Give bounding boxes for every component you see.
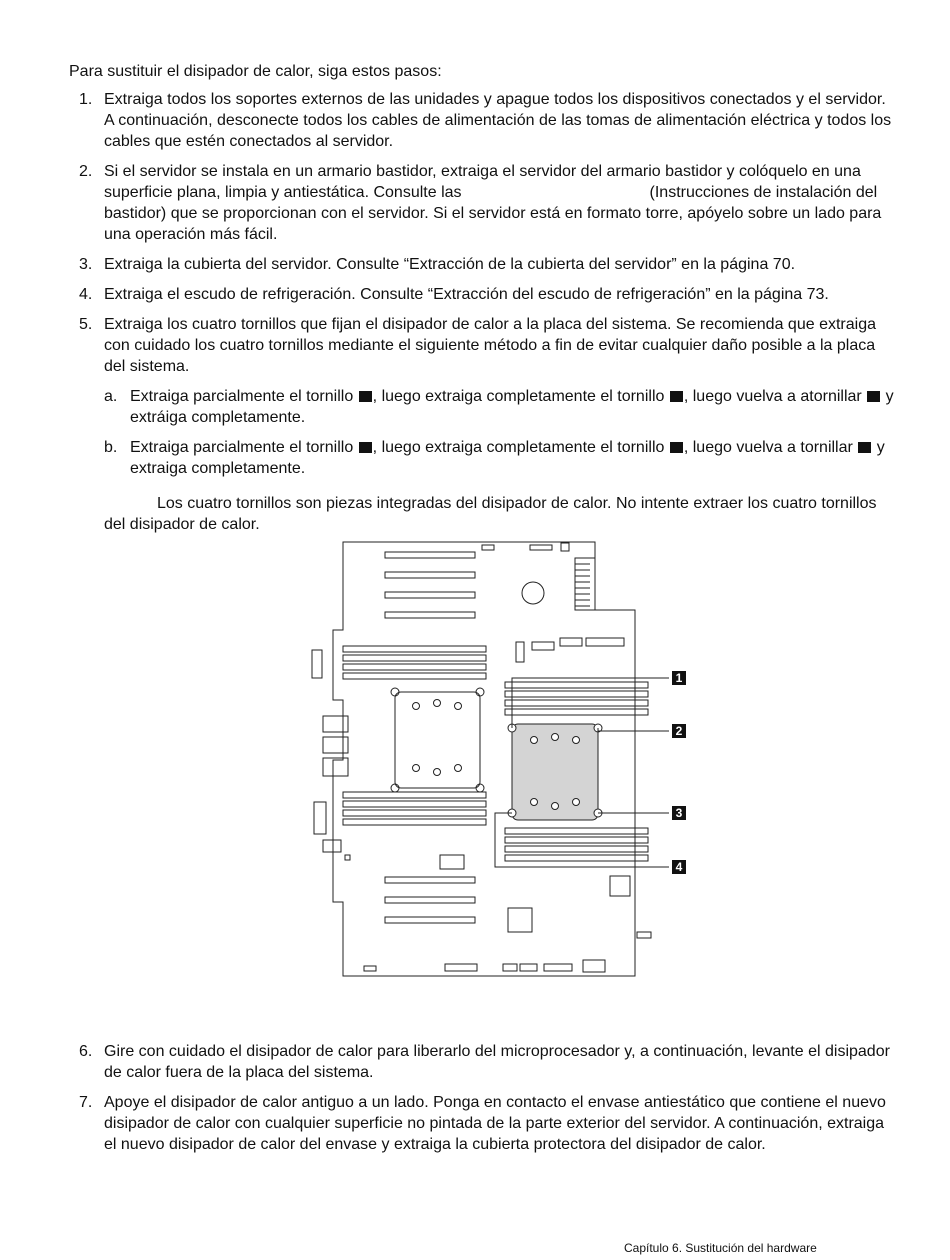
dimm-slot	[343, 673, 486, 679]
step-1	[69, 89, 899, 152]
component	[440, 855, 464, 869]
step-7	[69, 1092, 899, 1155]
dimm-slot	[505, 846, 648, 852]
heatsink-screw	[552, 803, 559, 810]
step-number: 1.	[79, 91, 93, 108]
step-4	[69, 284, 899, 305]
connector	[544, 964, 572, 971]
heatsink-screw	[573, 737, 580, 744]
pcie-slot	[385, 612, 475, 618]
connector	[520, 964, 537, 971]
heatsink-screw	[413, 703, 420, 710]
dimm-slot	[343, 655, 486, 661]
heatsink-screw	[552, 734, 559, 741]
dimm-slot	[343, 792, 486, 798]
step-text: Apoye el disipador de calor antiguo a un lado. Ponga en contacto el envase antiestático que contiene el nuevo disipador de calor con cualquier superficie no pintada de la parte exterior del servidor. A continuación, extraiga el nuevo disipador de calor del envase y extraiga la cubierta protectora del disipador de calor.	[104, 1094, 886, 1153]
callout-label-4: 4	[675, 860, 683, 874]
substep-text: , luego vuelva a atornillar	[683, 388, 862, 405]
connector	[503, 964, 517, 971]
pcie-slot	[385, 552, 475, 558]
pcie-slot	[385, 572, 475, 578]
power-connector	[575, 558, 595, 610]
callout-square-icon	[670, 442, 683, 453]
footer-title: Sustitución del hardware	[685, 1241, 817, 1255]
heatsink-screw	[434, 700, 441, 707]
connector	[445, 964, 477, 971]
page-footer	[624, 1241, 817, 1256]
callout-square-icon	[670, 391, 683, 402]
substep-text: y extráiga completamente.	[130, 388, 894, 426]
substep-text: Extraiga parcialmente el tornillo	[130, 388, 354, 405]
dimm-slot	[343, 646, 486, 652]
callout-square-icon	[359, 391, 372, 402]
step-number: 7.	[79, 1094, 93, 1111]
substep-text: , luego vuelva a tornillar	[683, 439, 853, 456]
battery	[522, 582, 544, 604]
connector	[586, 638, 624, 646]
note	[104, 493, 899, 535]
connector	[516, 642, 524, 662]
substep-number: a.	[104, 388, 118, 405]
heatsink-screw	[531, 799, 538, 806]
step-text: Gire con cuidado el disipador de calor para liberarlo del microprocesador y, a continuación, levante el disipador de calor fuera de la placa del sistema.	[104, 1043, 890, 1081]
chip	[508, 908, 532, 932]
substep-number: b.	[104, 439, 118, 456]
dimm-slot	[505, 828, 648, 834]
substep-b	[104, 437, 899, 479]
step-3	[69, 254, 899, 275]
footer-dot: .	[678, 1241, 686, 1255]
step-number: 3.	[79, 256, 93, 273]
dimm-slot	[343, 810, 486, 816]
connector	[560, 638, 582, 646]
callout-label-1: 1	[675, 671, 683, 685]
connector	[583, 960, 605, 972]
footer-chapter: Capítulo 6	[624, 1241, 679, 1255]
steps-list	[69, 89, 899, 544]
step-text: Extraiga la cubierta del servidor. Consulte “Extracción de la cubierta del servidor” en la página 70.	[104, 256, 796, 273]
dimm-slot	[505, 837, 648, 843]
heatsink-screw	[434, 769, 441, 776]
heatsink-screw	[413, 765, 420, 772]
dimm-slot	[343, 664, 486, 670]
callout-leader-2	[598, 728, 669, 731]
substep-a	[104, 386, 899, 428]
step-6	[69, 1041, 899, 1083]
screw	[391, 688, 399, 696]
step-text: Si el servidor se instala en un armario bastidor, extraiga el servidor del armario bastidor y colóquelo en una superficie plana, limpia y antiestática. Consulte las	[104, 163, 861, 201]
rear-port	[312, 650, 322, 678]
pcie-slot	[385, 877, 475, 883]
callout-leader-1	[512, 678, 669, 728]
dimm-slot	[505, 709, 648, 715]
dimm-slot	[505, 682, 648, 688]
connector	[345, 855, 350, 860]
step-number: 6.	[79, 1043, 93, 1060]
pcie-slot	[385, 897, 475, 903]
dimm-slot	[343, 819, 486, 825]
callout-square-icon	[867, 391, 880, 402]
step-2	[69, 161, 899, 245]
component	[610, 876, 630, 896]
callout-square-icon	[858, 442, 871, 453]
screw	[391, 784, 399, 792]
steps-list-continued	[69, 1041, 899, 1164]
dimm-slot	[505, 691, 648, 697]
connector	[561, 543, 569, 551]
pcie-slot	[385, 592, 475, 598]
step-5	[69, 314, 899, 535]
step-text: Extraiga el escudo de refrigeración. Consulte “Extracción del escudo de refrigeración” en la página 73.	[104, 286, 829, 303]
heatsink-screw	[531, 737, 538, 744]
step-text-cont: (Instrucciones de instalación del bastidor) que se proporcionan con el servidor. Si el servidor está en formato torre, apóyelo sobre un lado para una operación más fácil.	[104, 184, 882, 243]
callout-label-3: 3	[675, 806, 683, 820]
connector	[482, 545, 494, 550]
rear-port	[323, 840, 341, 852]
step-number: 5.	[79, 316, 93, 333]
note-text: Los cuatro tornillos son piezas integradas del disipador de calor. No intente extraer los cuatro tornillos del disipador de calor.	[104, 495, 877, 533]
callout-label-2: 2	[675, 724, 683, 738]
step-text: Extraiga los cuatro tornillos que fijan el disipador de calor a la placa del sistema. Se recomienda que extraiga con cuidado los cuatro tornillos mediante el siguiente método a fin de evitar cualquier daño posible a la placa del sistema.	[104, 316, 876, 375]
callout-leader-4	[495, 813, 669, 867]
heatsink-screw	[455, 765, 462, 772]
dimm-slot	[343, 801, 486, 807]
dimm-slot	[505, 700, 648, 706]
rear-port	[323, 716, 348, 732]
power-pins	[575, 564, 590, 606]
system-board-figure	[300, 530, 700, 990]
step-number: 2.	[79, 163, 93, 180]
step-number: 4.	[79, 286, 93, 303]
rear-port	[323, 758, 348, 776]
connector	[532, 642, 554, 650]
connector	[530, 545, 552, 550]
step-text: Extraiga todos los soportes externos de las unidades y apague todos los dispositivos conectados y el servidor. A continuación, desconecte todos los cables de alimentación de las tomas de alimentación eléctrica y todos los cables que estén conectados al servidor.	[104, 91, 892, 150]
intro-text: Para sustituir el disipador de calor, siga estos pasos:	[69, 63, 442, 80]
substep-text: , luego extraiga completamente el tornillo	[372, 439, 665, 456]
pcie-slot	[385, 917, 475, 923]
callout-square-icon	[359, 442, 372, 453]
connector	[637, 932, 651, 938]
connector	[364, 966, 376, 971]
substep-text: , luego extraiga completamente el tornillo	[372, 388, 665, 405]
heatsink-screw	[573, 799, 580, 806]
screw	[476, 688, 484, 696]
dimm-slot	[505, 855, 648, 861]
substep-text: Extraiga parcialmente el tornillo	[130, 439, 354, 456]
screw	[476, 784, 484, 792]
rear-port	[323, 737, 348, 753]
substep-text: y extraiga completamente.	[130, 439, 885, 477]
heatsink-screw	[455, 703, 462, 710]
rear-port	[314, 802, 326, 834]
